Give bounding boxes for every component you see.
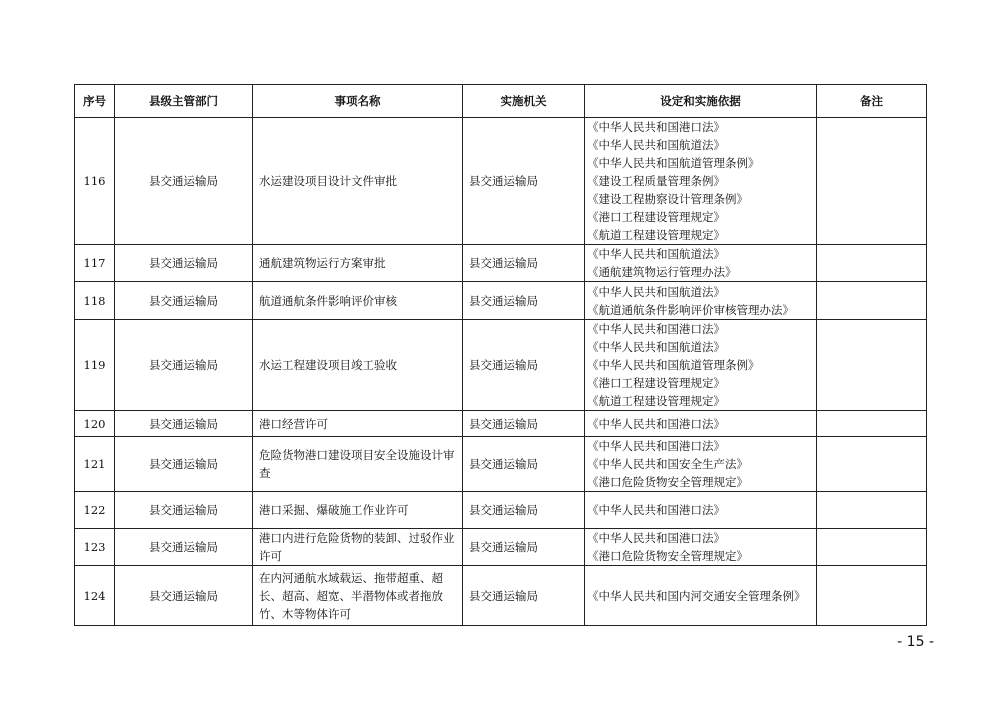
table-row — [75, 282, 927, 320]
row-org-cell: 县交通运输局 — [463, 118, 585, 245]
header-org: 实施机关 — [463, 85, 585, 118]
row-num-cell: 116 — [75, 118, 115, 245]
table-row — [75, 411, 927, 437]
basis-line: 《中华人民共和国内河交通安全管理条例》 — [587, 588, 806, 603]
basis-line: 《通航建筑物运行管理办法》 — [587, 265, 737, 279]
row-basis-cell — [585, 118, 817, 245]
row-basis-cell — [585, 282, 817, 320]
row-dept-cell: 县交通运输局 — [115, 282, 253, 320]
row-num-cell: 119 — [75, 320, 115, 411]
row-name-cell: 港口采掘、爆破施工作业许可 — [253, 492, 463, 529]
row-org-cell: 县交通运输局 — [463, 492, 585, 529]
row-note-cell — [817, 566, 927, 626]
table-row — [75, 566, 927, 626]
basis-line: 《港口工程建设管理规定》 — [587, 376, 725, 390]
row-name-cell: 通航建筑物运行方案审批 — [253, 245, 463, 282]
row-name-cell: 水运工程建设项目竣工验收 — [253, 320, 463, 411]
row-note-cell — [817, 245, 927, 282]
basis-line: 《航道工程建设管理规定》 — [587, 228, 725, 242]
row-dept-cell: 县交通运输局 — [115, 529, 253, 566]
basis-line: 《中华人民共和国港口法》 — [587, 439, 725, 453]
row-num-cell: 124 — [75, 566, 115, 626]
table-row — [75, 245, 927, 282]
row-basis-cell — [585, 492, 817, 529]
row-basis-cell — [585, 529, 817, 566]
header-num: 序号 — [75, 85, 115, 118]
basis-line: 《建设工程质量管理条例》 — [587, 174, 725, 188]
row-name-cell: 港口内进行危险货物的装卸、过驳作业许可 — [253, 529, 463, 566]
table-body — [75, 118, 927, 626]
basis-line: 《中华人民共和国航道法》 — [587, 138, 725, 152]
row-basis-cell — [585, 320, 817, 411]
basis-line: 《中华人民共和国港口法》 — [587, 120, 725, 134]
row-org-cell: 县交通运输局 — [463, 320, 585, 411]
row-num-cell: 120 — [75, 411, 115, 437]
table-row — [75, 492, 927, 529]
items-table — [74, 84, 927, 626]
row-num-cell: 118 — [75, 282, 115, 320]
row-basis-cell — [585, 245, 817, 282]
row-dept-cell: 县交通运输局 — [115, 566, 253, 626]
header-note: 备注 — [817, 85, 927, 118]
row-org-cell: 县交通运输局 — [463, 529, 585, 566]
row-note-cell — [817, 282, 927, 320]
header-name: 事项名称 — [253, 85, 463, 118]
row-note-cell — [817, 411, 927, 437]
table-row — [75, 437, 927, 492]
basis-line: 《中华人民共和国航道法》 — [587, 340, 725, 354]
row-name-cell: 在内河通航水域载运、拖带超重、超长、超高、超宽、半潜物体或者拖放竹、木等物体许可 — [253, 566, 463, 626]
row-dept-cell: 县交通运输局 — [115, 437, 253, 492]
header-dept: 县级主管部门 — [115, 85, 253, 118]
row-org-cell: 县交通运输局 — [463, 411, 585, 437]
row-note-cell — [817, 118, 927, 245]
row-basis-cell — [585, 411, 817, 437]
basis-line: 《中华人民共和国航道管理条例》 — [587, 156, 760, 170]
table-row — [75, 118, 927, 245]
row-name-cell: 港口经营许可 — [253, 411, 463, 437]
header-basis: 设定和实施依据 — [585, 85, 817, 118]
row-name-cell: 危险货物港口建设项目安全设施设计审查 — [253, 437, 463, 492]
row-name-cell: 水运建设项目设计文件审批 — [253, 118, 463, 245]
row-org-cell: 县交通运输局 — [463, 245, 585, 282]
row-num-cell: 117 — [75, 245, 115, 282]
basis-line: 《中华人民共和国港口法》 — [587, 503, 725, 517]
row-dept-cell: 县交通运输局 — [115, 118, 253, 245]
page-number: - 15 - — [897, 634, 934, 650]
basis-line: 《港口工程建设管理规定》 — [587, 210, 725, 224]
row-num-cell: 121 — [75, 437, 115, 492]
table-row — [75, 320, 927, 411]
row-num-cell: 123 — [75, 529, 115, 566]
basis-line: 《中华人民共和国航道法》 — [587, 247, 725, 261]
basis-line: 《建设工程勘察设计管理条例》 — [587, 192, 748, 206]
basis-line: 《港口危险货物安全管理规定》 — [587, 549, 748, 563]
row-note-cell — [817, 437, 927, 492]
basis-line: 《中华人民共和国航道管理条例》 — [587, 358, 760, 372]
row-org-cell: 县交通运输局 — [463, 566, 585, 626]
row-note-cell — [817, 529, 927, 566]
row-dept-cell: 县交通运输局 — [115, 245, 253, 282]
basis-line: 《中华人民共和国港口法》 — [587, 416, 725, 431]
row-basis-cell — [585, 437, 817, 492]
row-note-cell — [817, 320, 927, 411]
basis-line: 《航道工程建设管理规定》 — [587, 394, 725, 408]
row-org-cell: 县交通运输局 — [463, 282, 585, 320]
row-basis-cell — [585, 566, 817, 626]
basis-line: 《中华人民共和国航道法》 — [587, 284, 725, 299]
basis-line: 《中华人民共和国港口法》 — [587, 531, 725, 545]
basis-line: 《中华人民共和国安全生产法》 — [587, 457, 748, 471]
row-name-cell: 航道通航条件影响评价审核 — [253, 282, 463, 320]
row-dept-cell: 县交通运输局 — [115, 492, 253, 529]
basis-line: 《航道通航条件影响评价审核管理办法》 — [587, 302, 794, 317]
row-dept-cell: 县交通运输局 — [115, 320, 253, 411]
table-row — [75, 529, 927, 566]
row-dept-cell: 县交通运输局 — [115, 411, 253, 437]
row-num-cell: 122 — [75, 492, 115, 529]
basis-line: 《港口危险货物安全管理规定》 — [587, 475, 748, 489]
row-note-cell — [817, 492, 927, 529]
basis-line: 《中华人民共和国港口法》 — [587, 322, 725, 336]
table-header-row — [75, 85, 927, 118]
row-org-cell: 县交通运输局 — [463, 437, 585, 492]
